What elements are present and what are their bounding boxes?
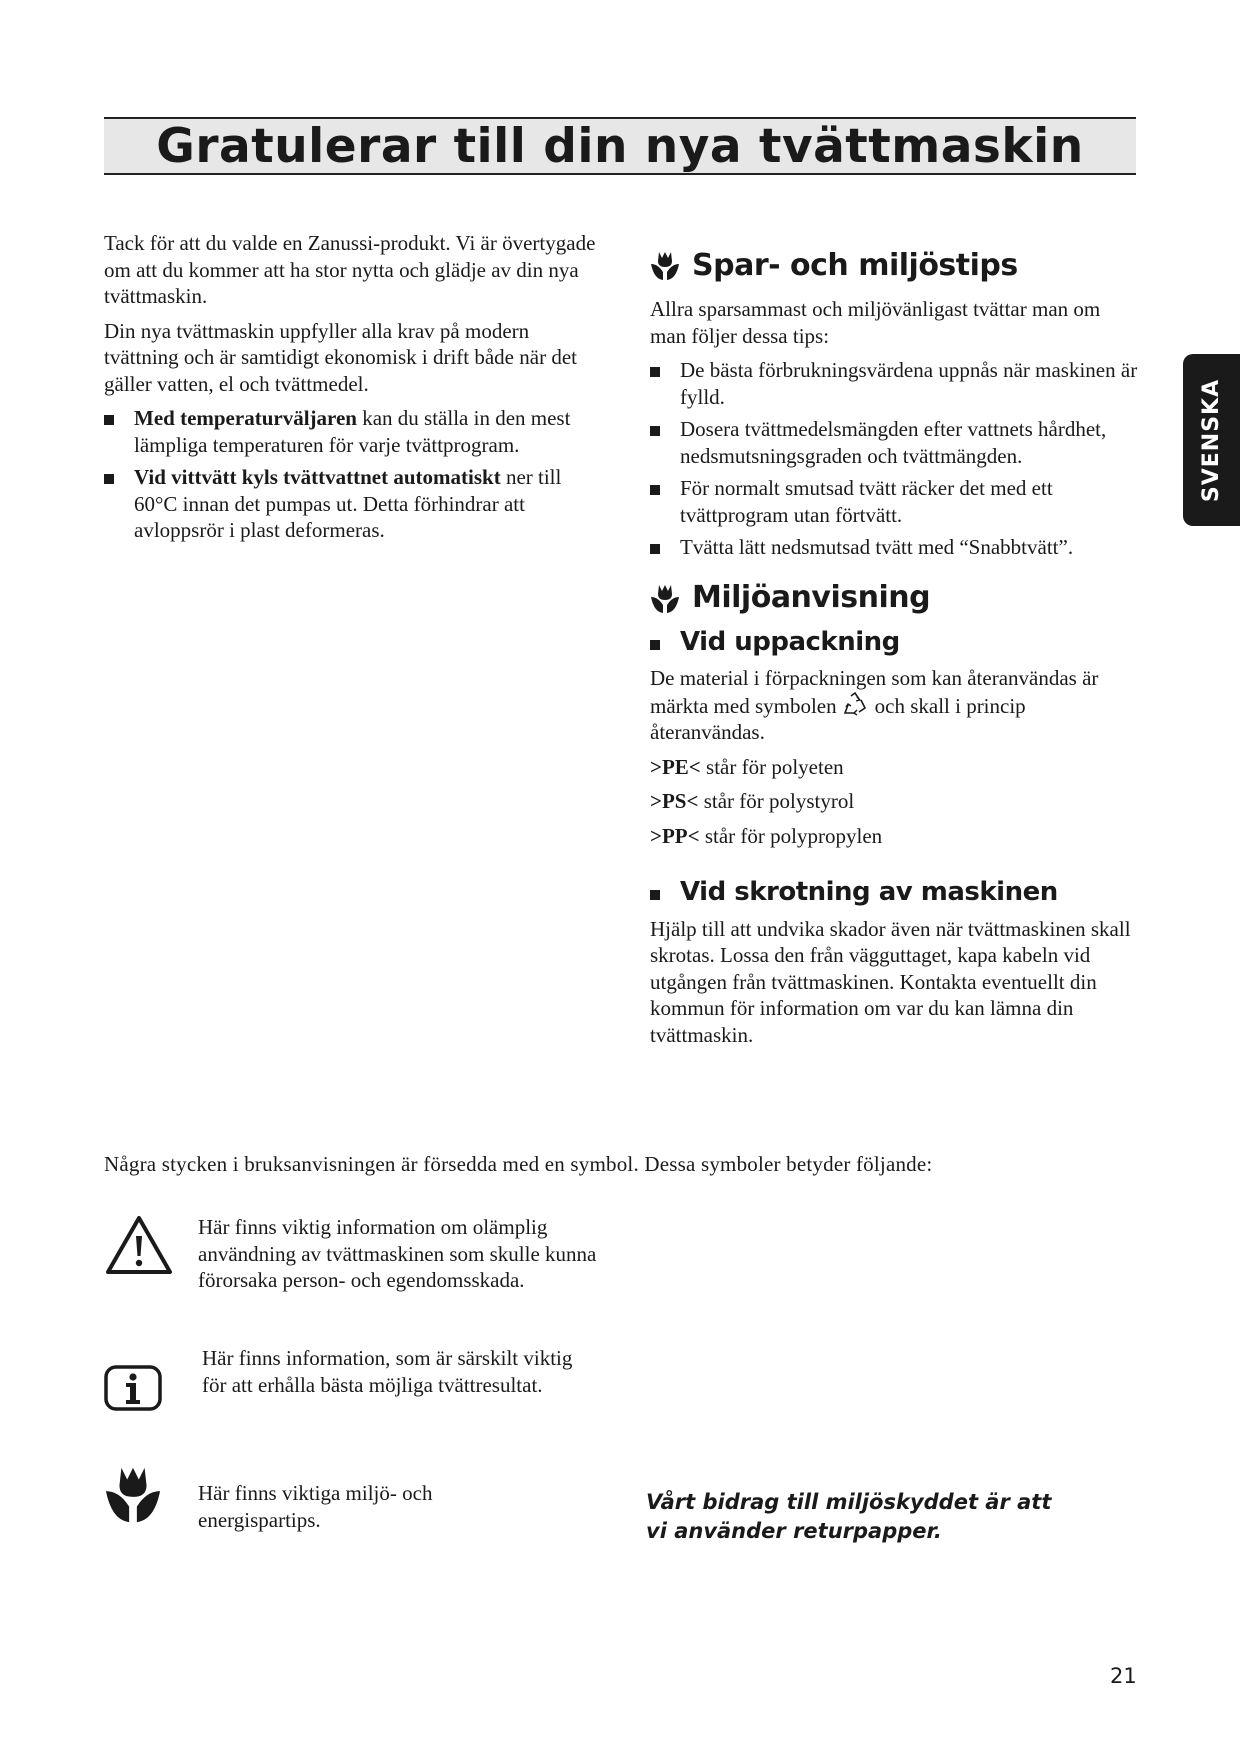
title-bar (104, 117, 1136, 175)
uppackning-text-2: och skall i princip återanvändas. (650, 693, 1026, 744)
recycled-paper-note (646, 1488, 1051, 1546)
bullet-text: Tvätta lätt nedsmutsad tvätt med “Snabbtvätt”. (680, 535, 1074, 559)
skrotning-text: Hjälp till att undvika skador även när tvättmaskinen skall skrotas. Lossa den från vägguttaget, kapa kabeln vid utgången från tvättmaskinen. Kontakta eventuellt din kommun för information om var du kan lämna din tvättmaskin. (650, 916, 1131, 1047)
recycle-icon (841, 692, 869, 716)
info-icon (104, 1345, 198, 1416)
list-item (104, 405, 604, 458)
symbol-text: Här finns viktig information om olämplig användning av tvättmaskinen som skulle kunna förorsaka person- och egendomsskada. (198, 1215, 597, 1292)
bullet-text: De bästa förbrukningsvärdena uppnås när maskinen är fylld. (680, 358, 1138, 409)
spar-heading (650, 247, 1140, 283)
symbol-text: Här finns information, som är särskilt viktig för att erhålla bästa möjliga tvättresultat. (202, 1346, 573, 1397)
symbol-row-info (104, 1345, 804, 1416)
code-label: >PE< (650, 754, 701, 779)
code-label: >PS< (650, 789, 699, 813)
bullet-icon (104, 405, 134, 458)
uppackning-heading (650, 626, 1140, 657)
tulip-icon (650, 250, 680, 282)
warning-icon (104, 1214, 198, 1281)
skrotning-heading (650, 879, 1140, 906)
language-tab (1183, 354, 1240, 526)
page-number: 21 (1110, 1664, 1137, 1688)
bullet-icon (650, 475, 680, 528)
intro-paragraph-2: Din nya tvättmaskin uppfyller alla krav på modern tvättning och är samtidigt ekonomisk i drift både när det gäller vatten, el och tvättmedel. (104, 318, 577, 396)
uppackning-heading-text: Vid uppackning (680, 626, 900, 657)
symbols-intro: Några stycken i bruksanvisningen är försedda med en symbol. Dessa symboler betyder följande: (104, 1152, 933, 1176)
page-title: Gratulerar till din nya tvättmaskin (156, 118, 1084, 174)
language-tab-label: SVENSKA (1199, 378, 1225, 502)
list-item (650, 475, 1140, 528)
list-item (104, 464, 604, 544)
recycled-paper-note-line2: vi använder returpapper. (646, 1519, 942, 1543)
right-column (650, 247, 1140, 1056)
list-item (650, 416, 1140, 469)
uppackning-text-1: De material i förpackningen som kan återanvändas är märkta med symbolen (650, 666, 1099, 718)
symbol-text: Här finns viktiga miljö- och energispartips. (198, 1481, 433, 1532)
code-label: >PP< (650, 823, 700, 848)
recycled-paper-note-line1: Vårt bidrag till miljöskyddet är att (646, 1490, 1052, 1514)
bullet-text: Dosera tvättmedelsmängden efter vattnets hårdhet, nedsmutsningsgraden och tvättmängden. (680, 417, 1107, 468)
tulip-icon (104, 1464, 198, 1531)
code-line (650, 788, 1140, 815)
bullet-bold: Med temperaturväljaren (134, 406, 357, 430)
bullet-icon (650, 879, 680, 906)
list-item (650, 534, 1140, 561)
bullet-icon (650, 534, 680, 561)
spar-heading-text: Spar- och miljöstips (692, 247, 1018, 283)
bullet-icon (650, 416, 680, 469)
symbol-row-warning (104, 1214, 804, 1294)
uppackning-text (650, 665, 1140, 746)
bullet-icon (104, 464, 134, 544)
left-column (104, 230, 604, 550)
miljo-heading (650, 580, 1140, 616)
code-text: står för polypropylen (699, 823, 883, 848)
code-text: står för polystyrol (698, 789, 855, 813)
bullet-text: ner till 60°C innan det pumpas ut. Detta förhindrar att avloppsrör i plast deformeras. (134, 465, 562, 542)
list-item (650, 357, 1140, 410)
code-text: står för polyeten (700, 754, 844, 779)
bullet-text: För normalt smutsad tvätt räcker det med ett tvättprogram utan förtvätt. (680, 476, 1053, 527)
bullet-icon (650, 629, 680, 656)
bullet-icon (650, 357, 680, 410)
bullet-bold: Vid vittvätt kyls tvättvattnet automatiskt (134, 465, 501, 489)
bullet-text: kan du ställa in den mest lämpliga temperaturen för varje tvättprogram. (134, 406, 571, 457)
code-line (650, 754, 1140, 781)
miljo-heading-text: Miljöanvisning (692, 580, 931, 616)
tulip-icon (650, 583, 680, 615)
skrotning-heading-text: Vid skrotning av maskinen (680, 877, 1058, 907)
intro-paragraph-1: Tack för att du valde en Zanussi-produkt. Vi är övertygade om att du kommer att ha stor nytta och glädje av din nya tvättmaskin. (104, 231, 596, 308)
spar-intro: Allra sparsammast och miljövänligast tvättar man om man följer dessa tips: (650, 297, 1101, 348)
code-line (650, 823, 1140, 850)
